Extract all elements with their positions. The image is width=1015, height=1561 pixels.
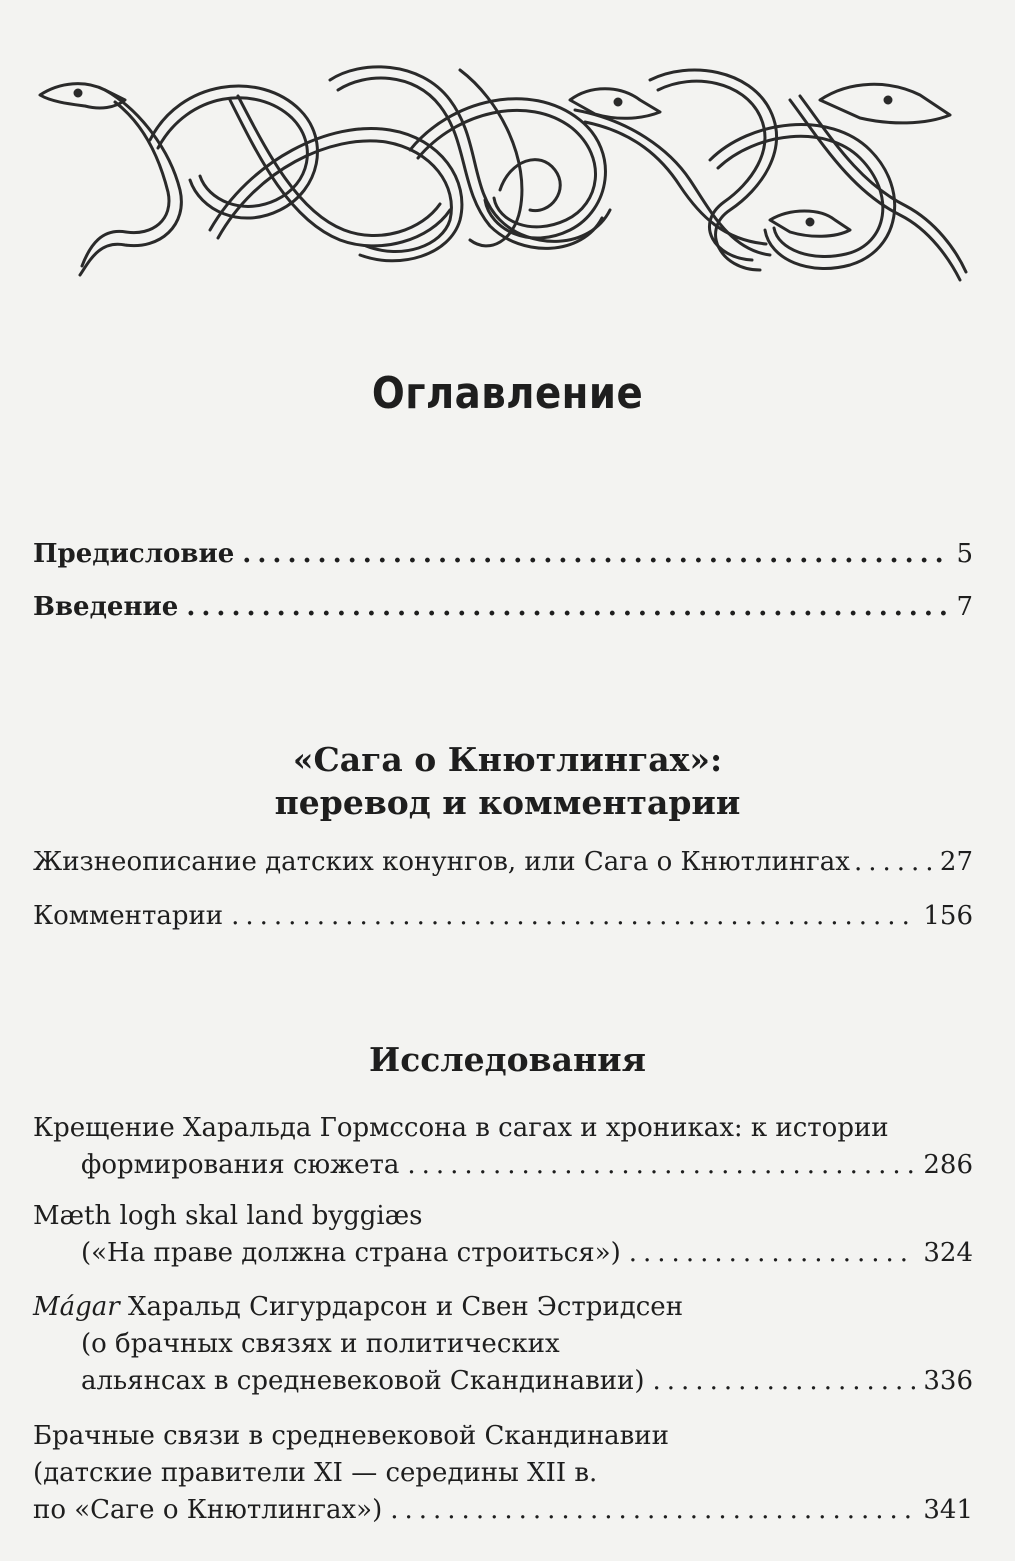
toc-entry-title: Брачные связи в средневековой Скандинавии: [33, 1421, 669, 1451]
italic-term: Mágar: [33, 1292, 120, 1322]
leader-dots: [407, 1147, 915, 1184]
toc-entry-preface[interactable]: [33, 536, 973, 573]
toc-page-number: 324: [923, 1238, 973, 1268]
toc-entry[interactable]: [33, 1198, 973, 1272]
toc-entry-title-cont: формирования сюжета: [81, 1150, 400, 1180]
toc-entry[interactable]: [33, 1418, 973, 1529]
toc-entry-title: Жизнеописание датских конунгов, или Сага о Кнютлингах: [33, 847, 850, 877]
leader-dots: [854, 844, 936, 881]
toc-page-number: 27: [939, 847, 973, 877]
toc-entry-introduction[interactable]: [33, 589, 973, 626]
toc-entry-title-rest: Харальд Сигурдарсон и Свен Эстридсен: [119, 1292, 684, 1322]
toc-entry-title: [33, 1289, 973, 1326]
toc-page-number: 156: [923, 901, 973, 931]
section-heading-research: Исследования: [369, 1040, 646, 1079]
section-heading-saga: [0, 738, 1015, 824]
toc-entry-title: Крещение Харальда Гормссона в сагах и хрониках: к истории: [33, 1113, 889, 1143]
toc-entry-title-cont: альянсах в средневековой Скандинавии): [81, 1366, 645, 1396]
leader-dots: [186, 589, 948, 626]
toc-entry-title-cont: (датские правители XI — середины XII в.: [33, 1458, 598, 1488]
leader-dots: [390, 1492, 915, 1529]
knotwork-ornament: [30, 40, 980, 290]
toc-entry-title: Комментарии: [33, 901, 224, 931]
toc-entry-title-cont: («На праве должна страна строиться»): [81, 1238, 621, 1268]
toc-entry[interactable]: [33, 1289, 973, 1400]
toc-entry-title: Mæth logh skal land byggiæs: [33, 1201, 423, 1231]
toc-entry-title-cont: по «Саге о Кнютлингах»): [33, 1495, 383, 1525]
toc-page-number: 341: [923, 1495, 973, 1525]
page-title: Оглавление: [371, 368, 644, 419]
toc-page-number: 286: [923, 1150, 973, 1180]
leader-dots: [629, 1235, 916, 1272]
leader-dots: [653, 1363, 916, 1400]
toc-entry-title-cont: (о брачных связях и политических: [81, 1329, 560, 1359]
toc-page-number: 5: [956, 539, 973, 569]
section-heading-line: перевод и комментарии: [274, 783, 741, 822]
toc-entry-title: Введение: [33, 592, 179, 622]
section-heading-line: «Сага о Кнютлингах»:: [292, 740, 723, 779]
leader-dots: [242, 536, 948, 573]
toc-entry[interactable]: [33, 898, 973, 935]
toc-page-number: 7: [956, 592, 973, 622]
toc-entry[interactable]: [33, 1110, 973, 1184]
toc-entry-title: Предисловие: [33, 539, 235, 569]
leader-dots: [231, 898, 915, 935]
toc-entry[interactable]: [33, 844, 973, 881]
toc-page-number: 336: [923, 1366, 973, 1396]
